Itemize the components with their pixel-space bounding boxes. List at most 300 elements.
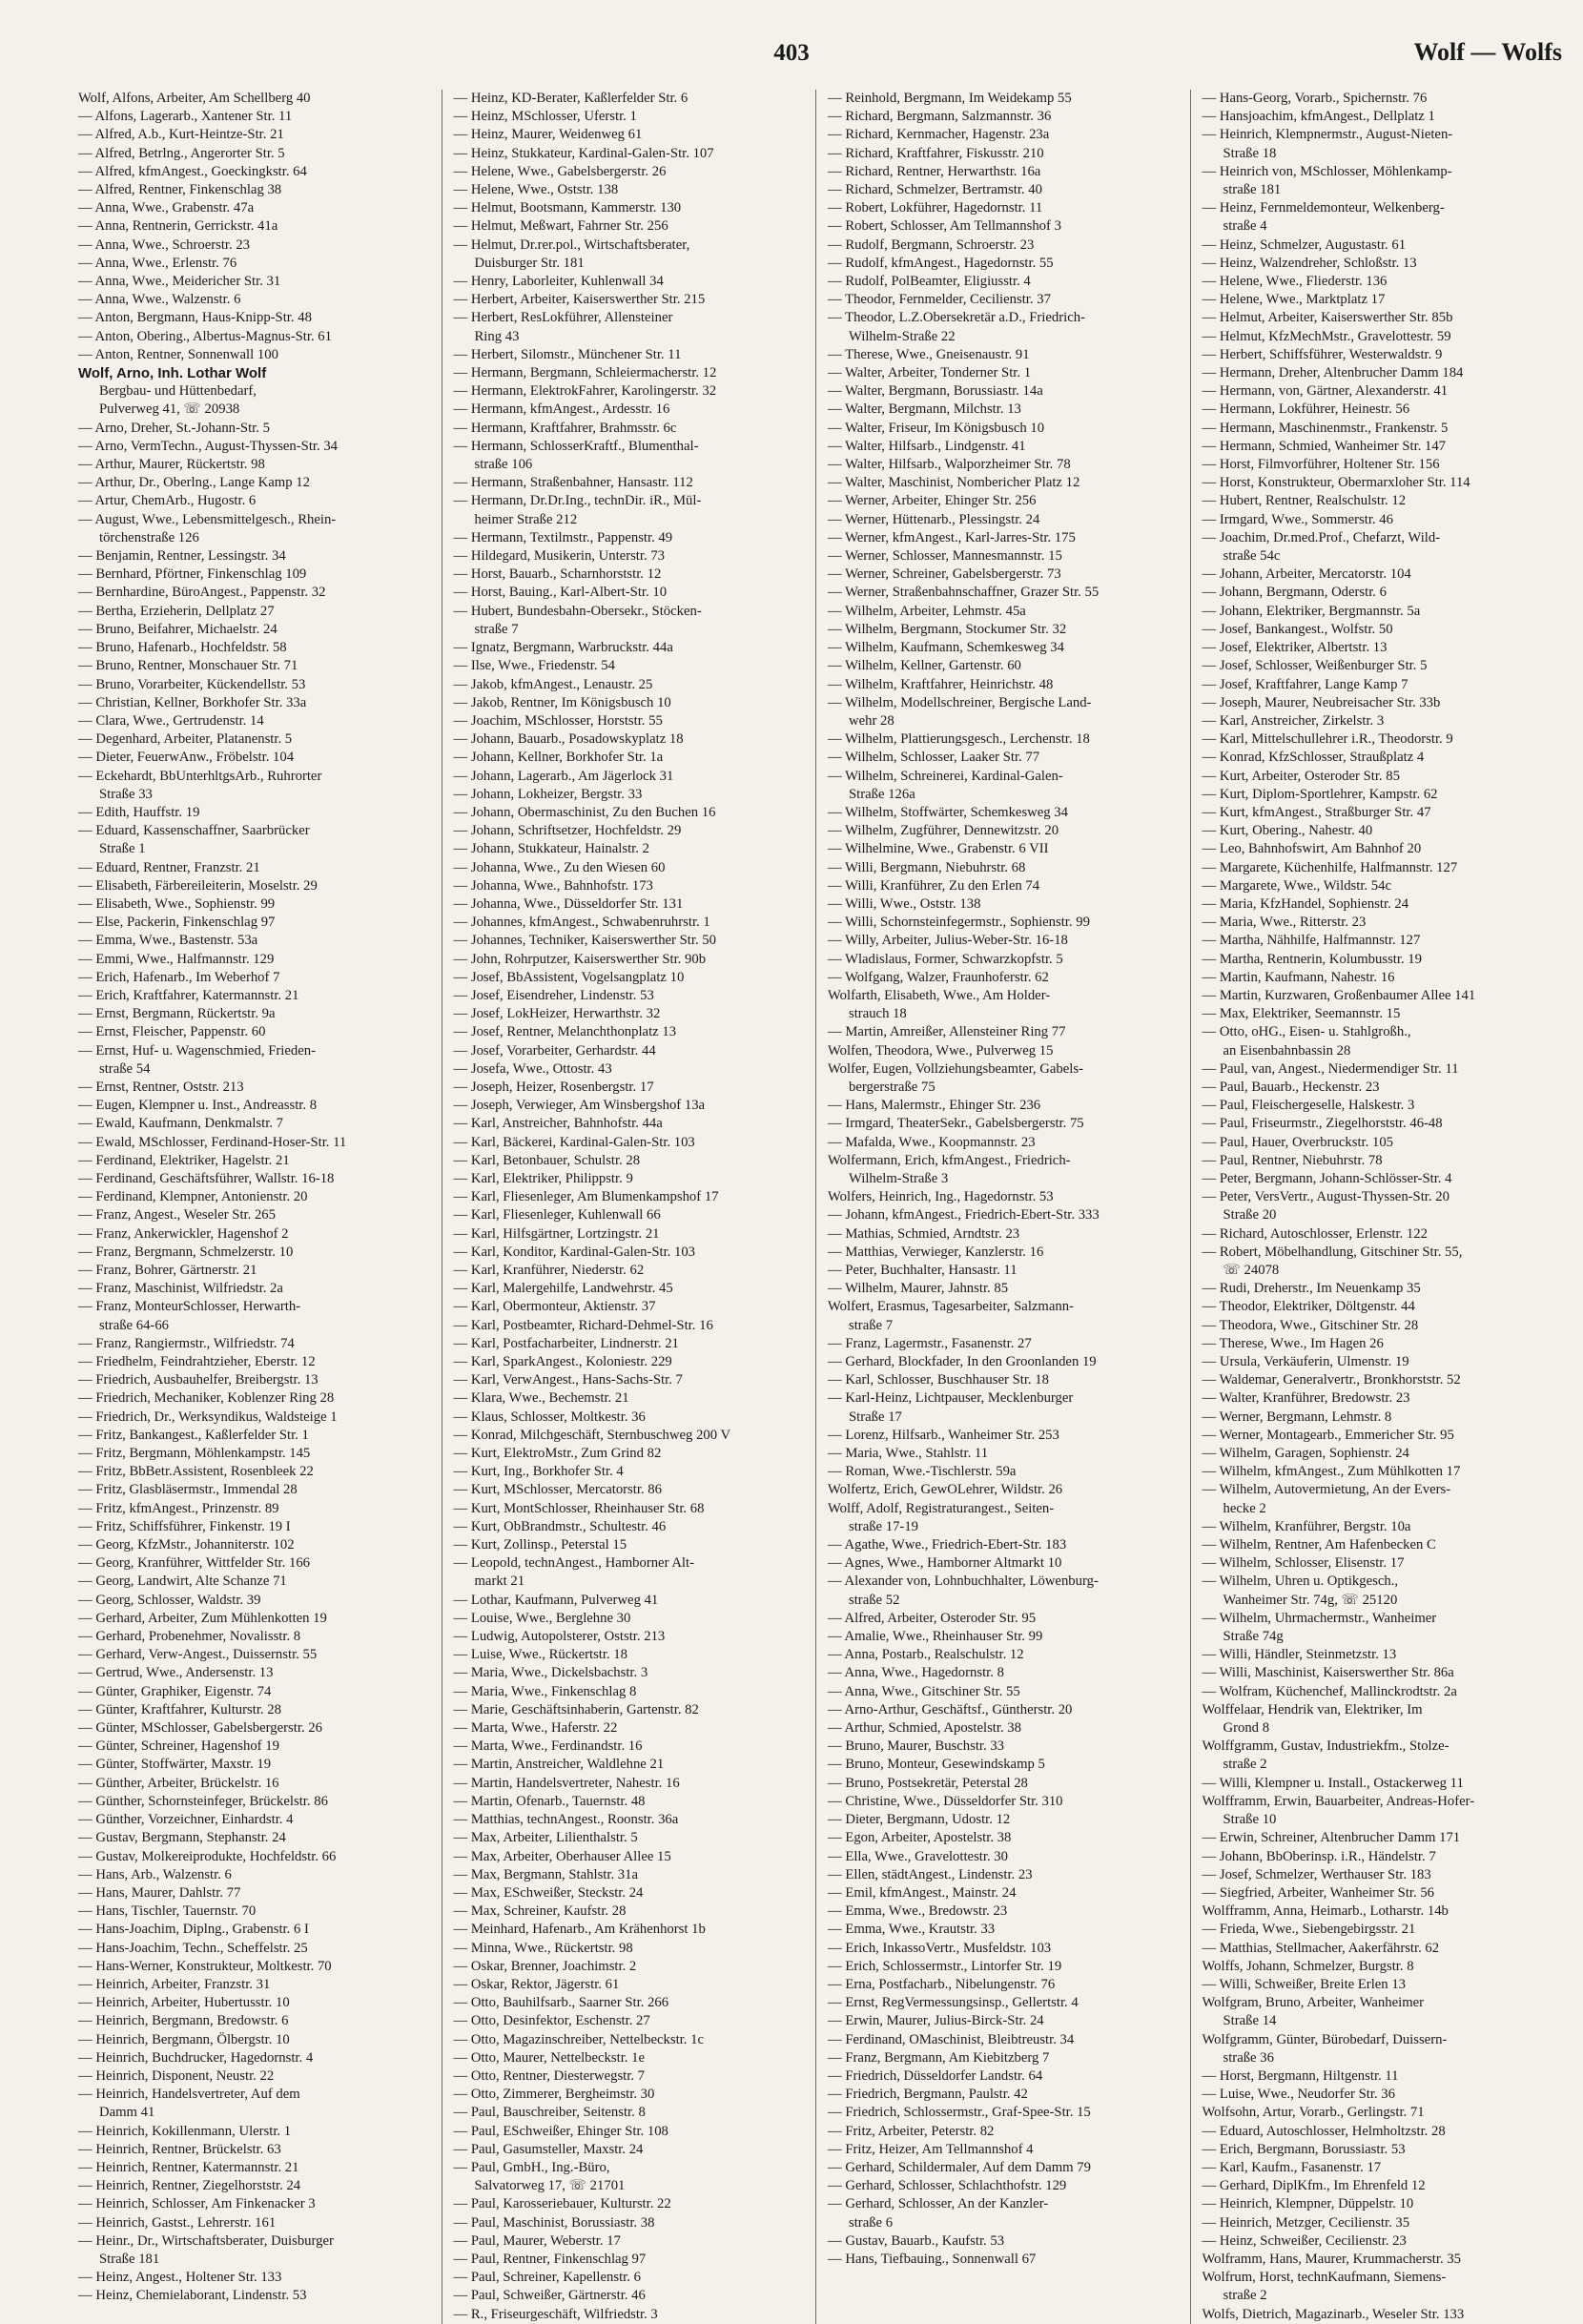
directory-entry: ☏ 24078: [1223, 1263, 1280, 1278]
directory-entry: — Hans, Arb., Walzenstr. 6: [78, 1866, 232, 1882]
directory-entry: — Walter, Hilfsarb., Walporzheimer Str. 78: [828, 457, 1071, 473]
directory-entry: — Karl, Hilfsgärtner, Lortzingstr. 21: [453, 1225, 660, 1242]
directory-entry: — Hans-Joachim, Diplng., Grabenstr. 6 I: [78, 1922, 309, 1938]
directory-entry: — Helmut, Arbeiter, Kaiserswerther Str. 85b: [1202, 310, 1453, 326]
directory-entry: — Paul, Rentner, Finkenschlag 97: [453, 2251, 647, 2267]
directory-entry: — Ewald, MSchlosser, Ferdinand-Hoser-Str. 11: [78, 1134, 347, 1150]
directory-entry: — Bruno, Maurer, Buschstr. 33: [828, 1738, 1005, 1755]
directory-entry: — Bruno, Monteur, Gesewindskamp 5: [828, 1757, 1045, 1773]
directory-entry: — Anton, Obering., Albertus-Magnus-Str. 61: [78, 328, 332, 344]
directory-entry: Bergbau- und Hüttenbedarf,: [99, 383, 257, 400]
directory-entry: — Hermann, kfmAngest., Ardesstr. 16: [453, 401, 670, 418]
directory-entry: — Ernst, RegVermessungsinsp., Gellertstr. 4: [828, 1995, 1079, 2011]
directory-entry: — Eduard, Rentner, Franzstr. 21: [78, 859, 260, 875]
directory-entry: — Rudolf, PolBeamter, Eligiusstr. 4: [828, 274, 1031, 290]
directory-entry: — Heinrich von, MSchlosser, Möhlenkamp-: [1202, 163, 1452, 179]
directory-entry: — Willi, Schweißer, Breite Erlen 13: [1202, 1976, 1407, 1992]
directory-entry: — Max, Schreiner, Kaufstr. 28: [453, 1903, 627, 1920]
directory-entry: — Roman, Wwe.-Tischlerstr. 59a: [828, 1464, 1017, 1480]
directory-entry: — Wilhelm, Uhrmachermstr., Wanheimer: [1202, 1610, 1437, 1626]
directory-entry: — Wilhelm, Autovermietung, An der Evers-: [1202, 1482, 1451, 1498]
directory-entry: — Walter, Kranführer, Bredowstr. 23: [1202, 1390, 1410, 1407]
directory-entry: — Anna, Wwe., Gitschiner Str. 55: [828, 1683, 1020, 1699]
directory-entry: Wolf, Arno, Inh. Lothar Wolf: [78, 365, 267, 382]
directory-entry: bergerstraße 75: [849, 1079, 935, 1095]
directory-entry: — Ernst, Rentner, Oststr. 213: [78, 1079, 244, 1095]
directory-entry: — Bruno, Postsekretär, Peterstal 28: [828, 1775, 1028, 1791]
directory-entry: — Alfred, Betrlng., Angerorter Str. 5: [78, 145, 285, 161]
directory-entry: — Maria, Wwe., Ritterstr. 23: [1202, 915, 1367, 931]
directory-entry: — Ludwig, Autopolsterer, Oststr. 213: [453, 1629, 666, 1645]
directory-entry: — Horst, Filmvorführer, Holtener Str. 156: [1202, 457, 1440, 473]
directory-entry: — Martin, Ofenarb., Tauernstr. 48: [453, 1793, 646, 1809]
directory-entry: — Ernst, Huf- u. Wagenschmied, Frieden-: [78, 1042, 316, 1059]
directory-entry: — Karl-Heinz, Lichtpauser, Mecklenburger: [828, 1390, 1074, 1407]
directory-entry: — Wilhelmine, Wwe., Grabenstr. 6 VII: [828, 841, 1049, 857]
directory-entry: — Anna, Wwe., Schroerstr. 23: [78, 237, 251, 253]
directory-entry: — Wilhelm, Arbeiter, Lehmstr. 45a: [828, 603, 1026, 619]
directory-entry: Wolf, Alfons, Arbeiter, Am Schellberg 40: [78, 91, 311, 106]
directory-entry: — Emmi, Wwe., Halfmannstr. 129: [78, 951, 275, 967]
directory-entry: — Wilhelm, Uhren u. Optikgesch.,: [1202, 1573, 1399, 1590]
directory-entry: — Hermann, Straßenbahner, Hansastr. 112: [453, 475, 693, 491]
directory-entry: — Mafalda, Wwe., Koopmannstr. 23: [828, 1134, 1036, 1150]
directory-entry: — Oskar, Rektor, Jägerstr. 61: [453, 1976, 620, 1992]
directory-entry: — Martha, Rentnerin, Kolumbusstr. 19: [1202, 951, 1422, 967]
directory-entry: — Heinz, Fernmeldemonteur, Welkenberg-: [1202, 200, 1445, 216]
directory-entry: — Horst, Bauarb., Scharnhorststr. 12: [453, 566, 662, 583]
directory-entry: — Werner, Straßenbahnschaffner, Grazer Str. 55: [828, 585, 1100, 601]
directory-entry: — Frieda, Wwe., Siebengebirgsstr. 21: [1202, 1922, 1416, 1938]
directory-entry: — Friedrich, Ausbauhelfer, Breibergstr. 13: [78, 1372, 319, 1388]
directory-entry: — Mathias, Schmied, Arndtstr. 23: [828, 1225, 1020, 1242]
directory-entry: — Klaus, Schlosser, Moltkestr. 36: [453, 1409, 646, 1425]
directory-entry: — Bruno, Vorarbeiter, Kückendellstr. 53: [78, 676, 306, 692]
directory-entry: — Heinrich, Klempner, Düppelstr. 10: [1202, 2196, 1414, 2212]
directory-entry: straße 7: [849, 1317, 894, 1333]
directory-entry: — Arno, VermTechn., August-Thyssen-Str. 34: [78, 438, 339, 454]
directory-entry: — Rudolf, Bergmann, Schroerstr. 23: [828, 237, 1035, 253]
directory-entry: — Reinhold, Bergmann, Im Weidekamp 55: [828, 91, 1072, 106]
directory-entry: — Paul, Schweißer, Gärtnerstr. 46: [453, 2288, 646, 2304]
directory-entry: — Hans-Werner, Konstrukteur, Moltkestr. 70: [78, 1958, 332, 1974]
directory-entry: Wolfsohn, Artur, Vorarb., Gerlingstr. 71: [1202, 2105, 1425, 2121]
directory-entry: Wolffgramm, Gustav, Industriekfm., Stolze-: [1202, 1738, 1449, 1755]
directory-entry: strauch 18: [849, 1006, 907, 1022]
directory-entry: — Wladislaus, Former, Schwarzkopfstr. 5: [828, 951, 1063, 967]
directory-entry: — Gerhard, Schlosser, An der Kanzler-: [828, 2196, 1049, 2212]
directory-entry: — Hansjoachim, kfmAngest., Dellplatz 1: [1202, 109, 1435, 125]
directory-entry: — Heinz, Stukkateur, Kardinal-Galen-Str. 107: [453, 145, 714, 161]
directory-entry: — Günter, Schreiner, Hagenshof 19: [78, 1738, 279, 1755]
directory-entry: — Günter, MSchlosser, Gabelsbergerstr. 26: [78, 1720, 322, 1737]
directory-entry: — Kurt, ElektroMstr., Zum Grind 82: [453, 1446, 662, 1462]
directory-entry: — Leopold, technAngest., Hamborner Alt-: [453, 1555, 694, 1572]
directory-entry: — Irmgard, TheaterSekr., Gabelsbergerstr. 75: [828, 1116, 1084, 1132]
directory-entry: — Paul, Karosseriebauer, Kulturstr. 22: [453, 2196, 671, 2212]
directory-entry: — Oskar, Brenner, Joachimstr. 2: [453, 1958, 637, 1974]
directory-entry: — Hubert, Bundesbahn-Obersekr., Stöcken-: [453, 603, 702, 619]
directory-entry: — Karl, Schlosser, Buschhauser Str. 18: [828, 1372, 1049, 1388]
directory-entry: — Otto, Bauhilfsarb., Saarner Str. 266: [453, 1995, 669, 2011]
directory-entry: Wolfers, Heinrich, Ing., Hagedornstr. 53: [828, 1189, 1054, 1205]
directory-entry: — Robert, Möbelhandlung, Gitschiner Str. 55,: [1202, 1244, 1463, 1260]
directory-entry: — Günter, Stoffwärter, Maxstr. 19: [78, 1757, 272, 1773]
directory-entry: straße 6: [849, 2214, 894, 2231]
directory-entry: — Theodor, L.Z.Obersekretär a.D., Friedrich-: [828, 310, 1085, 326]
directory-entry: — Paul, Friseurmstr., Ziegelhorststr. 46-48: [1202, 1116, 1443, 1132]
directory-entry: — Herbert, ResLokführer, Allensteiner: [453, 310, 673, 326]
directory-entry: — Richard, Autoschlosser, Erlenstr. 122: [1202, 1225, 1428, 1242]
directory-entry: — Max, Elektriker, Seemannstr. 15: [1202, 1006, 1401, 1022]
directory-entry: — John, Rohrputzer, Kaiserswerther Str. 90b: [453, 951, 707, 967]
directory-entry: — Walter, Bergmann, Milchstr. 13: [828, 401, 1021, 418]
directory-entry: — Fritz, Arbeiter, Peterstr. 82: [828, 2123, 995, 2139]
directory-entry: — Peter, Buchhalter, Hansastr. 11: [828, 1263, 1018, 1278]
directory-entry: — Wilhelm, Modellschreiner, Bergische Land-: [828, 694, 1092, 710]
directory-entry: — Erich, InkassoVertr., Musfeldstr. 103: [828, 1940, 1052, 1956]
directory-entry: — Gerhard, Schildermaler, Auf dem Damm 79: [828, 2159, 1091, 2175]
directory-entry: — Willi, Händler, Steinmetzstr. 13: [1202, 1647, 1397, 1663]
directory-entry: — Hermann, Lokführer, Heinestr. 56: [1202, 401, 1410, 418]
directory-entry: — Johann, Lagerarb., Am Jägerlock 31: [453, 768, 674, 784]
directory-entry: — Siegfried, Arbeiter, Wanheimer Str. 56: [1202, 1884, 1435, 1901]
directory-entry: — Hermann, SchlosserKraftf., Blumenthal-: [453, 438, 699, 454]
directory-entry: — Franz, Maschinist, Wilfriedstr. 2a: [78, 1281, 283, 1297]
directory-entry: — Heinrich, Bergmann, Bredowstr. 6: [78, 2013, 289, 2029]
directory-entry: — Johanna, Wwe., Bahnhofstr. 173: [453, 877, 653, 894]
directory-entry: — Anna, Wwe., Hagedornstr. 8: [828, 1665, 1004, 1681]
directory-entry: — Paul, ESchweißer, Ehinger Str. 108: [453, 2123, 668, 2139]
directory-entry: — Heinrich, Rentner, Ziegelhorststr. 24: [78, 2178, 301, 2194]
directory-entry: — Wilhelm, Stoffwärter, Schemkesweg 34: [828, 804, 1068, 820]
directory-entry: — Helene, Wwe., Oststr. 138: [453, 182, 619, 198]
directory-entry: — Willy, Arbeiter, Julius-Weber-Str. 16-18: [828, 933, 1068, 949]
directory-entry: — Paul, Hauer, Overbruckstr. 105: [1202, 1134, 1394, 1150]
directory-entry: — Bruno, Hafenarb., Hochfeldstr. 58: [78, 640, 287, 656]
directory-entry: — Anna, Rentnerin, Gerrickstr. 41a: [78, 218, 278, 235]
directory-entry: — Otto, Zimmerer, Bergheimstr. 30: [453, 2087, 655, 2103]
directory-entry: — Alexander von, Lohnbuchhalter, Löwenburg-: [828, 1573, 1099, 1590]
directory-entry: — Max, Arbeiter, Oberhauser Allee 15: [453, 1848, 671, 1864]
directory-entry: — Johann, BbOberinsp. i.R., Händelstr. 7: [1202, 1848, 1436, 1864]
directory-entry: törchenstraße 126: [99, 529, 199, 545]
directory-entry: — Margarete, Küchenhilfe, Halfmannstr. 127: [1202, 859, 1458, 875]
directory-entry: — Ferdinand, Klempner, Antonienstr. 20: [78, 1189, 308, 1205]
directory-entry: — Martha, Nähhilfe, Halfmannstr. 127: [1202, 933, 1421, 949]
directory-entry: hecke 2: [1223, 1500, 1266, 1516]
directory-entry: — Wilhelm, Schlosser, Elisenstr. 17: [1202, 1555, 1405, 1572]
directory-entry: straße 4: [1223, 218, 1267, 235]
directory-entry: — Willi, Klempner u. Install., Ostackerweg 11: [1202, 1775, 1464, 1791]
directory-entry: — Friedrich, Bergmann, Paulstr. 42: [828, 2087, 1028, 2103]
directory-entry: — Josef, Schlosser, Weißenburger Str. 5: [1202, 658, 1428, 674]
directory-entry: — Hermann, Schmied, Wanheimer Str. 147: [1202, 438, 1447, 454]
directory-entry: — Kurt, MontSchlosser, Rheinhauser Str. 68: [453, 1500, 705, 1516]
directory-entry: — Karl, Kranführer, Niederstr. 62: [453, 1263, 645, 1278]
directory-entry: — Anna, Wwe., Erlenstr. 76: [78, 255, 237, 271]
directory-entry: — Werner, Montagearb., Emmericher Str. 95: [1202, 1427, 1454, 1443]
directory-entry: — Gerhard, Probenehmer, Novalisstr. 8: [78, 1629, 301, 1645]
directory-entry: — Hermann, Dreher, Altenbrucher Damm 184: [1202, 365, 1464, 381]
directory-entry: — Karl, Kaufm., Fasanenstr. 17: [1202, 2159, 1382, 2175]
directory-entry: — Agathe, Wwe., Friedrich-Ebert-Str. 183: [828, 1537, 1067, 1553]
directory-entry: — Walter, Hilfsarb., Lindgenstr. 41: [828, 438, 1026, 454]
directory-entry: — Elisabeth, Färbereileiterin, Moselstr. 29: [78, 877, 318, 894]
directory-entry: — Luise, Wwe., Neudorfer Str. 36: [1202, 2087, 1395, 2103]
directory-entry: — Georg, KfzMstr., Johanniterstr. 102: [78, 1537, 295, 1553]
directory-entry: — Karl, Anstreicher, Bahnhofstr. 44a: [453, 1116, 663, 1132]
directory-entry: — Horst, Bauing., Karl-Albert-Str. 10: [453, 585, 668, 601]
directory-entry: — Arthur, Dr., Oberlng., Lange Kamp 12: [78, 475, 310, 491]
directory-entry: — Walter, Arbeiter, Tonderner Str. 1: [828, 365, 1032, 381]
directory-entry: — Gerhard, Schlosser, Schlachthofstr. 129: [828, 2178, 1067, 2194]
directory-entry: — Friedrich, Schlossermstr., Graf-Spee-Str. 15: [828, 2105, 1091, 2121]
directory-entry: Straße 10: [1223, 1812, 1277, 1828]
directory-entry: — Theodor, Fernmelder, Cecilienstr. 37: [828, 292, 1051, 308]
directory-entry: — Heinz, Chemielaborant, Lindenstr. 53: [78, 2288, 307, 2304]
directory-entry: — Kurt, kfmAngest., Straßburger Str. 47: [1202, 804, 1431, 820]
directory-entry: — Hildegard, Musikerin, Unterstr. 73: [453, 548, 666, 565]
directory-entry: — Peter, VersVertr., August-Thyssen-Str. 20: [1202, 1189, 1449, 1205]
directory-entry: — Paul, van, Angest., Niedermendiger Str. 11: [1202, 1060, 1459, 1077]
directory-columns: [67, 90, 1564, 2322]
directory-entry: — Ewald, Kaufmann, Denkmalstr. 7: [78, 1116, 283, 1132]
directory-entry: — Lorenz, Hilfsarb., Wanheimer Str. 253: [828, 1427, 1059, 1443]
directory-entry: straße 7: [474, 621, 519, 637]
directory-entry: — Johanna, Wwe., Zu den Wiesen 60: [453, 859, 666, 875]
directory-entry: — Johanna, Wwe., Düsseldorfer Str. 131: [453, 895, 684, 912]
directory-entry: — Josef, Eisendreher, Lindenstr. 53: [453, 987, 654, 1003]
directory-entry: — Richard, Schmelzer, Bertramstr. 40: [828, 182, 1042, 198]
directory-entry: — Artur, ChemArb., Hugostr. 6: [78, 493, 257, 509]
directory-entry: — Alfred, Rentner, Finkenschlag 38: [78, 182, 282, 198]
directory-entry: Salvatorweg 17, ☏ 21701: [474, 2178, 626, 2194]
directory-entry: — Johannes, kfmAngest., Schwabenruhrstr. 1: [453, 915, 710, 931]
directory-entry: straße 54: [99, 1060, 151, 1077]
directory-entry: — Johann, Elektriker, Bergmannstr. 5a: [1202, 603, 1421, 619]
directory-entry: — Meinhard, Hafenarb., Am Krähenhorst 1b: [453, 1922, 706, 1938]
directory-entry: — Ella, Wwe., Gravelottestr. 30: [828, 1848, 1008, 1864]
directory-entry: — Karl, Postfacharbeiter, Lindnerstr. 21: [453, 1335, 679, 1351]
directory-entry: — Bernhardine, BüroAngest., Pappenstr. 32: [78, 585, 326, 601]
directory-entry: — Hermann, von, Gärtner, Alexanderstr. 41: [1202, 383, 1449, 400]
directory-entry: — Paul, Fleischergeselle, Halskestr. 3: [1202, 1098, 1415, 1114]
directory-entry: — Therese, Wwe., Im Hagen 26: [1202, 1335, 1384, 1351]
directory-entry: — Heinrich, Gastst., Lehrerstr. 161: [78, 2214, 277, 2231]
directory-entry: Wolfer, Eugen, Vollziehungsbeamter, Gabels-: [828, 1060, 1083, 1077]
directory-entry: Wolfrum, Horst, technKaufmann, Siemens-: [1202, 2270, 1447, 2286]
directory-entry: — Ferdinand, OMaschinist, Bleibtreustr. 34: [828, 2031, 1075, 2047]
directory-entry: — Egon, Arbeiter, Apostelstr. 38: [828, 1830, 1012, 1846]
directory-entry: — Paul, Bauarb., Heckenstr. 23: [1202, 1079, 1380, 1095]
directory-entry: — Werner, kfmAngest., Karl-Jarres-Str. 175: [828, 529, 1076, 545]
directory-entry: — Wilhelm, Rentner, Am Hafenbecken C: [1202, 1537, 1436, 1553]
directory-entry: — Franz, Ankerwickler, Hagenshof 2: [78, 1225, 289, 1242]
directory-entry: — Amalie, Wwe., Rheinhauser Str. 99: [828, 1629, 1043, 1645]
directory-entry: — Bertha, Erzieherin, Dellplatz 27: [78, 603, 275, 619]
directory-entry: straße 54c: [1223, 548, 1281, 565]
directory-entry: — Richard, Rentner, Herwarthstr. 16a: [828, 163, 1041, 179]
directory-entry: — Erna, Postfacharb., Nibelungenstr. 76: [828, 1976, 1056, 1992]
directory-entry: — Arno, Dreher, St.-Johann-Str. 5: [78, 420, 270, 436]
directory-entry: — Heinz, Schmelzer, Augustastr. 61: [1202, 237, 1407, 253]
directory-entry: — Georg, Landwirt, Alte Schanze 71: [78, 1573, 287, 1590]
directory-entry: Straße 17: [849, 1409, 902, 1425]
directory-entry: — Karl, Fliesenleger, Am Blumenkampshof 17: [453, 1189, 719, 1205]
directory-entry: — Marta, Wwe., Haferstr. 22: [453, 1720, 618, 1737]
directory-entry: Straße 18: [1223, 145, 1277, 161]
directory-entry: — Eduard, Kassenschaffner, Saarbrücker: [78, 823, 310, 839]
directory-entry: — Wilhelm, Schreinerei, Kardinal-Galen-: [828, 768, 1063, 784]
directory-entry: Wolfert, Erasmus, Tagesarbeiter, Salzmann-: [828, 1299, 1074, 1315]
directory-entry: — Erich, Hafenarb., Im Weberhof 7: [78, 969, 280, 985]
directory-entry: — Hermann, Dr.Dr.Ing., technDir. iR., Mül-: [453, 493, 702, 509]
directory-entry: — Wilhelm, Zugführer, Dennewitzstr. 20: [828, 823, 1059, 839]
directory-entry: — Karl, Bäckerei, Kardinal-Galen-Str. 103: [453, 1134, 695, 1150]
directory-entry: — Wilhelm, Kaufmann, Schemkesweg 34: [828, 640, 1064, 656]
directory-entry: — Heinrich, Arbeiter, Hubertusstr. 10: [78, 1995, 290, 2011]
directory-entry: — Heinz, Schweißer, Cecilienstr. 23: [1202, 2232, 1407, 2249]
directory-entry: — Willi, Schornsteinfegermstr., Sophienstr. 99: [828, 915, 1090, 931]
directory-entry: straße 17-19: [849, 1518, 919, 1534]
directory-entry: — Johann, Arbeiter, Mercatorstr. 104: [1202, 566, 1411, 583]
directory-entry: — Walter, Bergmann, Borussiastr. 14a: [828, 383, 1043, 400]
directory-entry: — Josefa, Wwe., Ottostr. 43: [453, 1060, 612, 1077]
directory-entry: — Heinrich, Klempnermstr., August-Nieten-: [1202, 127, 1453, 143]
directory-entry: — Anna, Wwe., Walzenstr. 6: [78, 292, 241, 308]
directory-entry: — Karl, SparkAngest., Koloniestr. 229: [453, 1354, 672, 1370]
directory-entry: — Anna, Wwe., Grabenstr. 47a: [78, 200, 255, 216]
directory-entry: Wolfs, Dietrich, Magazinarb., Weseler Str. 133: [1202, 2306, 1465, 2322]
directory-entry: — Emil, kfmAngest., Mainstr. 24: [828, 1884, 1017, 1901]
directory-entry: — Anna, Wwe., Meidericher Str. 31: [78, 274, 281, 290]
directory-entry: — Heinrich, Metzger, Cecilienstr. 35: [1202, 2214, 1410, 2231]
directory-entry: — Hermann, ElektrokFahrer, Karolingerstr. 32: [453, 383, 717, 400]
directory-entry: Straße 14: [1223, 2013, 1277, 2029]
directory-entry: Wolffs, Johann, Schmelzer, Burgstr. 8: [1202, 1958, 1414, 1974]
directory-entry: Wolff, Adolf, Registraturangest., Seiten-: [828, 1500, 1055, 1516]
directory-entry: — Richard, Bergmann, Salzmannstr. 36: [828, 109, 1052, 125]
directory-entry: straße 36: [1223, 2049, 1274, 2066]
directory-entry: an Eisenbahnbassin 28: [1223, 1042, 1351, 1059]
directory-entry: — Karl, Mittelschullehrer i.R., Theodorstr. 9: [1202, 731, 1453, 748]
directory-entry: — Arthur, Schmied, Apostelstr. 38: [828, 1720, 1021, 1737]
directory-entry: — Otto, Magazinschreiber, Nettelbeckstr. 1c: [453, 2031, 704, 2047]
directory-entry: — Johann, Bergmann, Oderstr. 6: [1202, 585, 1387, 601]
directory-entry: — Johann, Obermaschinist, Zu den Buchen 16: [453, 804, 716, 820]
directory-entry: — Helmut, Meßwart, Fahrner Str. 256: [453, 218, 668, 235]
directory-entry: — Fritz, Bankangest., Kaßlerfelder Str. 1: [78, 1427, 309, 1443]
directory-entry: — Kurt, ObBrandmstr., Schultestr. 46: [453, 1518, 667, 1534]
directory-entry: — Luise, Wwe., Rückertstr. 18: [453, 1647, 627, 1663]
directory-entry: — Karl, Malergehilfe, Landwehrstr. 45: [453, 1281, 673, 1297]
directory-entry: — Franz, Bergmann, Schmelzerstr. 10: [78, 1244, 294, 1260]
directory-entry: — Gustav, Bergmann, Stephanstr. 24: [78, 1830, 286, 1846]
directory-entry: — Otto, Rentner, Diesterwegstr. 7: [453, 2067, 646, 2084]
directory-entry: — Gertrud, Wwe., Andersenstr. 13: [78, 1665, 274, 1681]
directory-entry: — Heinz, KD-Berater, Kaßlerfelder Str. 6: [453, 91, 689, 106]
directory-entry: — Klara, Wwe., Bechemstr. 21: [453, 1390, 629, 1407]
directory-entry: — Ernst, Fleischer, Pappenstr. 60: [78, 1024, 266, 1040]
directory-entry: — Johann, Kellner, Borkhofer Str. 1a: [453, 750, 664, 766]
directory-entry: — Willi, Maschinist, Kaiserswerther Str. 86a: [1202, 1665, 1454, 1681]
directory-entry: — Josef, Kraftfahrer, Lange Kamp 7: [1202, 676, 1408, 692]
directory-entry: — Kurt, Zollinsp., Peterstal 15: [453, 1537, 627, 1553]
directory-entry: — Gustav, Molkereiprodukte, Hochfeldstr. 66: [78, 1848, 337, 1864]
page-number: 403: [773, 40, 810, 66]
directory-entry: — Rudi, Dreherstr., Im Neuenkamp 35: [1202, 1281, 1421, 1297]
directory-entry: — Heinz, Walzendreher, Schloßstr. 13: [1202, 255, 1417, 271]
directory-entry: straße 52: [849, 1592, 900, 1608]
directory-entry: — Heinz, Maurer, Weidenweg 61: [453, 127, 643, 143]
directory-entry: — Gerhard, Blockfader, In den Groonlanden 19: [828, 1354, 1097, 1370]
directory-entry: — Martin, Kurzwaren, Großenbaumer Allee 141: [1202, 987, 1476, 1003]
directory-entry: — Johann, Bauarb., Posadowskyplatz 18: [453, 731, 684, 748]
directory-entry: — Heinr., Dr., Wirtschaftsberater, Duisburger: [78, 2232, 334, 2249]
directory-entry: — Heinrich, Rentner, Brückelstr. 63: [78, 2141, 281, 2157]
directory-entry: — Waldemar, Generalvertr., Bronkhorststr. 52: [1202, 1372, 1461, 1388]
directory-entry: — Heinrich, Buchdrucker, Hagedornstr. 4: [78, 2049, 314, 2066]
directory-entry: — Benjamin, Rentner, Lessingstr. 34: [78, 548, 286, 565]
directory-entry: — Helmut, KfzMechMstr., Gravelottestr. 59: [1202, 328, 1451, 344]
directory-entry: — Otto, Maurer, Nettelbeckstr. 1e: [453, 2049, 645, 2066]
directory-entry: — Joseph, Verwieger, Am Winsbergshof 13a: [453, 1098, 706, 1114]
directory-entry: — Friedrich, Mechaniker, Koblenzer Ring 28: [78, 1390, 335, 1407]
directory-entry: — Helmut, Dr.rer.pol., Wirtschaftsberater,: [453, 237, 690, 253]
directory-entry: — Anna, Postarb., Realschulstr. 12: [828, 1647, 1024, 1663]
directory-entry: — Heinrich, Bergmann, Ölbergstr. 10: [78, 2031, 290, 2047]
directory-entry: — Martin, Anstreicher, Waldlehne 21: [453, 1757, 665, 1773]
directory-entry: — Georg, Schlosser, Waldstr. 39: [78, 1592, 261, 1608]
directory-entry: — Heinz, Angest., Holtener Str. 133: [78, 2270, 282, 2286]
directory-entry: Wolfframm, Erwin, Bauarbeiter, Andreas-Hofer-: [1202, 1793, 1475, 1809]
directory-entry: — Franz, Bergmann, Am Kiebitzberg 7: [828, 2049, 1050, 2066]
directory-entry: — Werner, Arbeiter, Ehinger Str. 256: [828, 493, 1037, 509]
directory-entry: straße 181: [1223, 182, 1282, 198]
directory-entry: — Martin, Amreißer, Allensteiner Ring 77: [828, 1024, 1066, 1040]
directory-entry: — Paul, Maschinist, Borussiastr. 38: [453, 2214, 655, 2231]
directory-entry: Ring 43: [474, 328, 520, 344]
directory-entry: — Werner, Bergmann, Lehmstr. 8: [1202, 1409, 1392, 1425]
directory-entry: — Erwin, Schreiner, Altenbrucher Damm 171: [1202, 1830, 1461, 1846]
directory-entry: — Paul, GmbH., Ing.-Büro,: [453, 2159, 610, 2175]
directory-entry: — Dieter, FeuerwAnw., Fröbelstr. 104: [78, 750, 295, 766]
directory-entry: — Robert, Lokführer, Hagedornstr. 11: [828, 200, 1043, 216]
directory-entry: — Hans, Malermstr., Ehinger Str. 236: [828, 1098, 1041, 1114]
directory-entry: — Edith, Hauffstr. 19: [78, 804, 200, 820]
directory-entry: — Dieter, Bergmann, Udostr. 12: [828, 1812, 1011, 1828]
directory-entry: Wolfermann, Erich, kfmAngest., Friedrich-: [828, 1152, 1071, 1168]
directory-entry: Straße 126a: [849, 786, 915, 802]
directory-entry: — Paul, Schreiner, Kapellenstr. 6: [453, 2270, 641, 2286]
directory-entry: — Agnes, Wwe., Hamborner Altmarkt 10: [828, 1555, 1062, 1572]
directory-entry: — Horst, Konstrukteur, Obermarxloher Str. 114: [1202, 475, 1470, 491]
directory-entry: — Bruno, Beifahrer, Michaelstr. 24: [78, 621, 278, 637]
directory-entry: — Minna, Wwe., Rückertstr. 98: [453, 1940, 633, 1956]
directory-entry: Damm 41: [99, 2105, 155, 2121]
directory-entry: — Gustav, Bauarb., Kaufstr. 53: [828, 2232, 1005, 2249]
directory-entry: — Richard, Kernmacher, Hagenstr. 23a: [828, 127, 1050, 143]
directory-entry: — Christine, Wwe., Düsseldorfer Str. 310: [828, 1793, 1063, 1809]
directory-entry: — Kurt, Obering., Nahestr. 40: [1202, 823, 1373, 839]
directory-entry: — Ferdinand, Geschäftsführer, Wallstr. 16-18: [78, 1170, 335, 1186]
directory-entry: — Max, ESchweißer, Steckstr. 24: [453, 1884, 644, 1901]
directory-entry: — August, Wwe., Lebensmittelgesch., Rhein-: [78, 511, 337, 527]
directory-entry: — Martin, Kaufmann, Nahestr. 16: [1202, 969, 1395, 985]
directory-entry: — Joseph, Maurer, Neubreisacher Str. 33b: [1202, 694, 1441, 710]
directory-entry: — Günther, Arbeiter, Brückelstr. 16: [78, 1775, 279, 1791]
